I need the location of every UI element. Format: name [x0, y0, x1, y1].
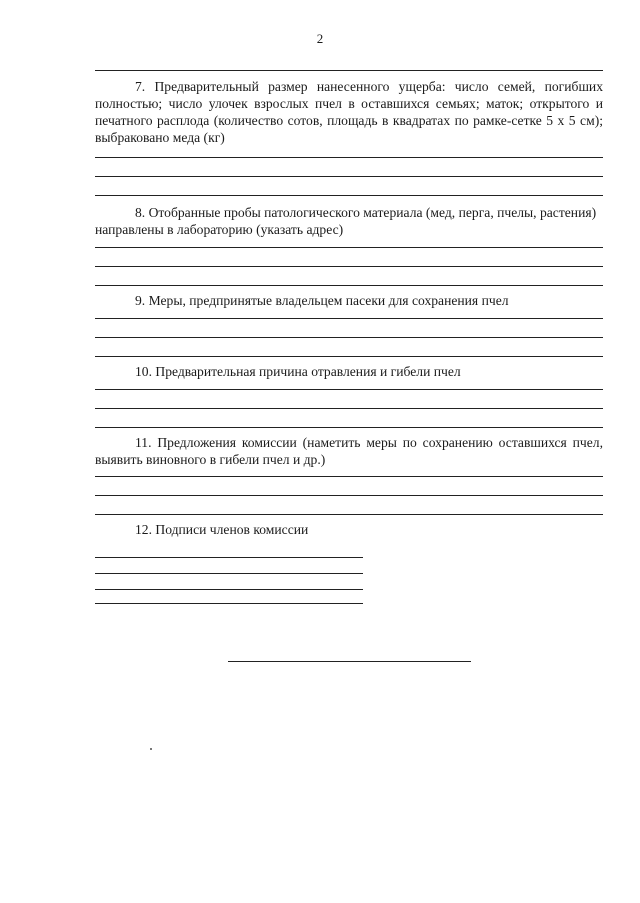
- section-9: [95, 292, 603, 309]
- fill-line: [95, 176, 603, 177]
- fill-line: [95, 266, 603, 267]
- fill-line: [95, 476, 603, 477]
- fill-line: [95, 157, 603, 158]
- page-number: 2: [316, 31, 324, 46]
- section-12-text: 12. Подписи членов комиссии: [135, 522, 309, 537]
- scan-speck: [150, 748, 152, 750]
- section-11: [95, 434, 603, 468]
- fill-line: [95, 70, 603, 71]
- section-8-text: 8. Отобранные пробы патологического материала (мед, перга, пчелы, растения): [135, 205, 597, 220]
- closing-separator: [228, 661, 471, 662]
- fill-line: [95, 408, 603, 409]
- fill-line: [95, 247, 603, 248]
- fill-line: [95, 356, 603, 357]
- section-11-text: 11. Предложения комиссии (наметить меры по сохранению оставшихся пчел, выявить виновного в гибели пчел и др.): [95, 435, 603, 467]
- fill-line: [95, 389, 603, 390]
- signature-line: [95, 589, 363, 590]
- signature-line: [95, 557, 363, 558]
- fill-line: [95, 495, 603, 496]
- fill-line: [95, 514, 603, 515]
- section-8-text-continued: направлены в лабораторию (указать адрес): [95, 222, 344, 237]
- signature-line: [95, 603, 363, 604]
- section-7: [95, 78, 603, 146]
- section-7-text: 7. Предварительный размер нанесенного ущерба: число семей, погибших полностью; число улочек взрослых пчел в оставшихся семьях; маток; открытого и печатного расплода (количество сотов, площадь в квадратах по рамке-сетке 5 х 5 см); выбраковано меда (кг): [95, 79, 603, 145]
- section-10: [95, 363, 603, 380]
- fill-line: [95, 337, 603, 338]
- fill-line: [95, 285, 603, 286]
- document-body: [95, 70, 603, 604]
- fill-line: [95, 195, 603, 196]
- section-10-text: 10. Предварительная причина отравления и гибели пчел: [135, 364, 461, 379]
- fill-line: [95, 427, 603, 428]
- section-12: [95, 521, 603, 538]
- section-8: [95, 204, 603, 238]
- signature-line: [95, 573, 363, 574]
- fill-line: [95, 318, 603, 319]
- section-9-text: 9. Меры, предпринятые владельцем пасеки для сохранения пчел: [135, 293, 509, 308]
